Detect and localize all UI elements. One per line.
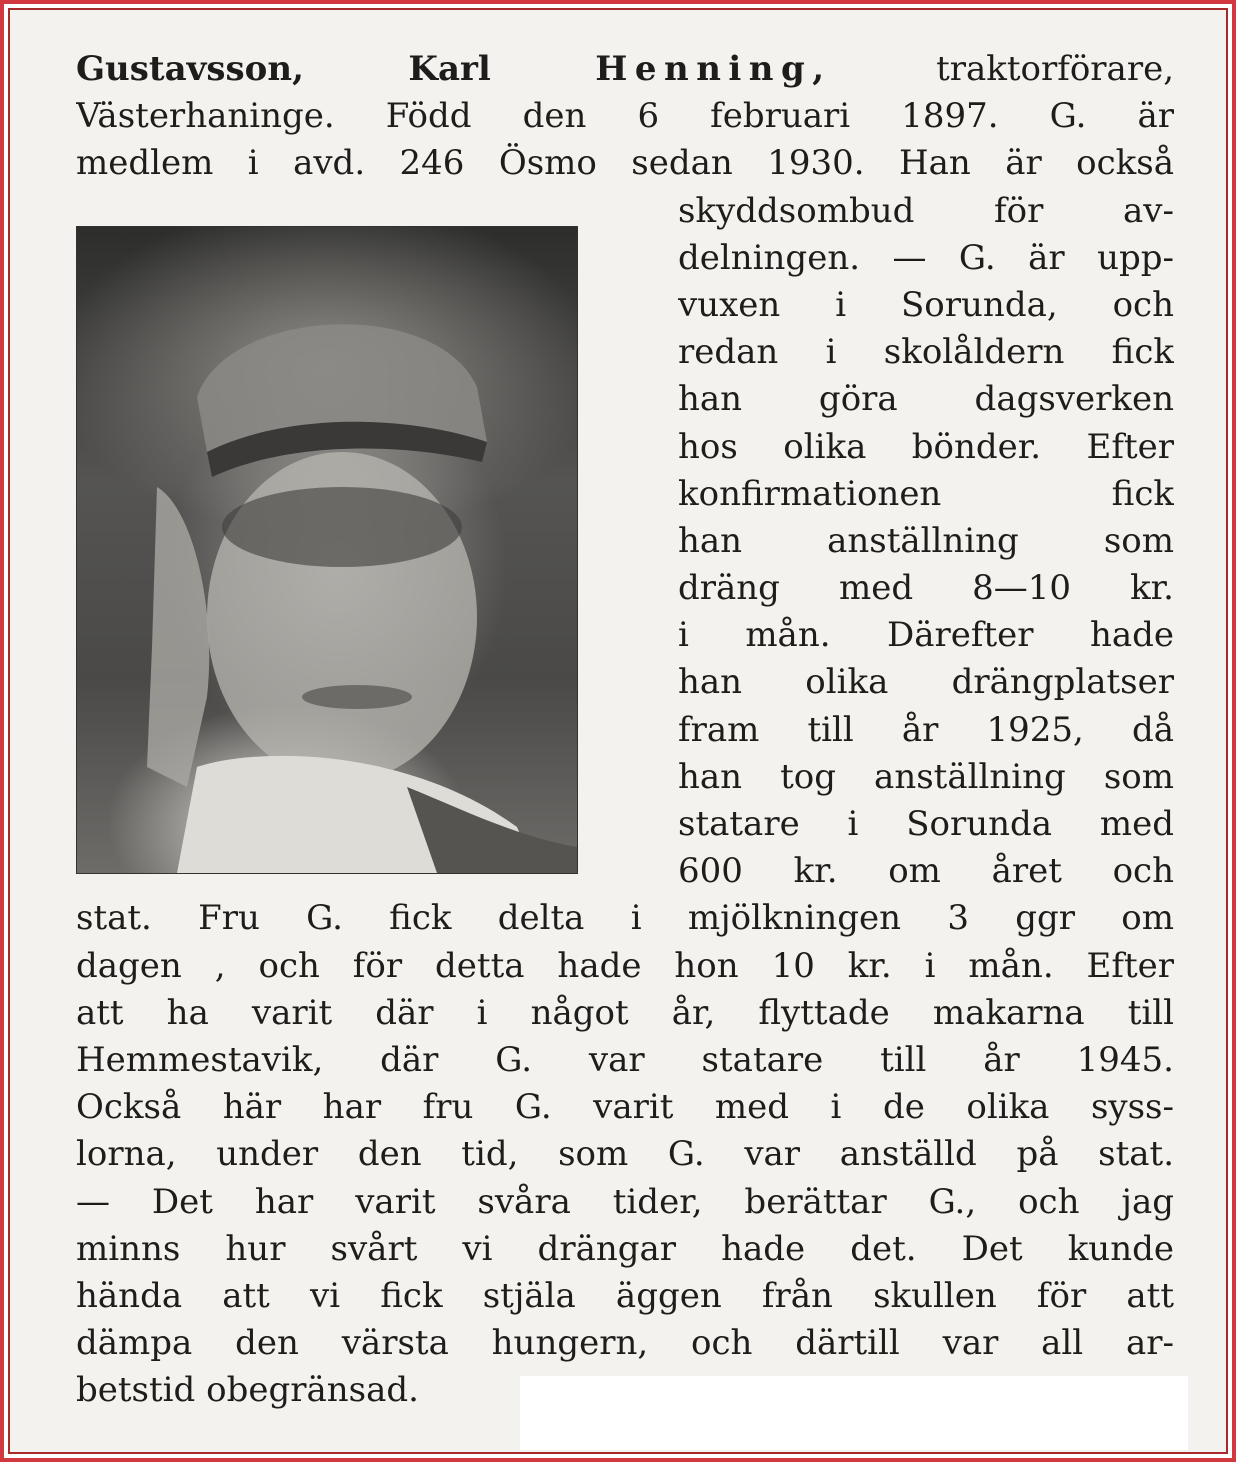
text-line: stat. Fru G. fick delta i mjölkningen 3 ggr om xyxy=(76,898,1174,939)
text-line: han olika drängplatser xyxy=(678,662,1174,703)
text-line: i mån. Därefter hade xyxy=(678,615,1174,656)
text-line: han göra dagsverken xyxy=(678,379,1174,420)
text-line: han anställning som xyxy=(678,520,1174,561)
occupation: traktorförare, xyxy=(936,49,1174,89)
text-line: konfirmationen fick xyxy=(678,473,1174,514)
text-line: lorna, under den tid, som G. var anställd på stat. xyxy=(76,1134,1174,1175)
text-line: betstid obegränsad. xyxy=(76,1370,419,1411)
text-line: vuxen i Sorunda, och xyxy=(678,284,1174,325)
text-line: dagen , och för detta hade hon 10 kr. i mån. Efter xyxy=(76,945,1174,986)
mouth-shadow-shape xyxy=(302,685,412,709)
text-line: skyddsombud för av- xyxy=(678,190,1174,231)
hand-shape xyxy=(147,487,209,787)
text-line: hända att vi fick stjäla äggen från skullen för att xyxy=(76,1275,1174,1316)
text-line: fram till år 1925, då xyxy=(678,709,1174,750)
article-header-line xyxy=(76,46,1174,93)
text-line: dräng med 8—10 kr. xyxy=(678,568,1174,609)
jacket-shape xyxy=(407,787,577,873)
text-line: minns hur svårt vi drängar hade det. Det kunde xyxy=(76,1228,1174,1269)
text-line: Västerhaninge. Född den 6 februari 1897. G. är xyxy=(76,96,1174,137)
portrait-photo xyxy=(76,226,578,874)
blank-patch xyxy=(520,1376,1188,1450)
text-line: delningen. — G. är upp- xyxy=(678,237,1174,278)
text-line: Också här har fru G. varit med i de olika syss- xyxy=(76,1087,1174,1128)
text-line: redan i skolåldern fick xyxy=(678,332,1174,373)
eye-shadow-shape xyxy=(222,487,462,567)
given-name: Karl xyxy=(408,49,491,89)
text-line: Hemmestavik, där G. var statare till år 1945. xyxy=(76,1039,1174,1080)
surname: Gustavsson, xyxy=(76,49,304,89)
text-line: 600 kr. om året och xyxy=(678,851,1174,892)
text-line: — Det har varit svåra tider, berättar G., och jag xyxy=(76,1181,1174,1222)
text-line: att ha varit där i något år, flyttade makarna till xyxy=(76,992,1174,1033)
text-line: dämpa den värsta hungern, och därtill var all ar- xyxy=(76,1323,1174,1364)
portrait-image xyxy=(77,227,577,873)
text-line: hos olika bönder. Efter xyxy=(678,426,1174,467)
given-name-spaced: Henning, xyxy=(595,49,832,89)
text-line: medlem i avd. 246 Ösmo sedan 1930. Han är också xyxy=(76,143,1174,184)
text-line: statare i Sorunda med xyxy=(678,804,1174,844)
text-line: han tog anställning som xyxy=(678,756,1174,797)
